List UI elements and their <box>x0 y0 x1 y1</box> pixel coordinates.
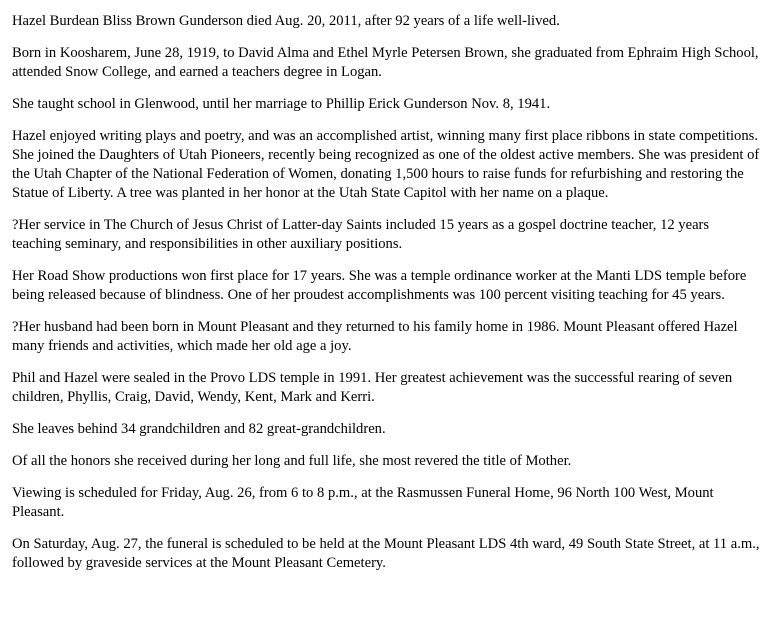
paragraph-death-notice: Hazel Burdean Bliss Brown Gunderson died Aug. 20, 2011, after 92 years of a life well-lived. <box>12 13 560 29</box>
paragraph-birth-education: Born in Koosharem, June 28, 1919, to David Alma and Ethel Myrle Petersen Brown, she graduated from Ephraim High School, attended Snow College, and earned a teachers degree in Logan. <box>12 45 759 80</box>
paragraph-funeral: On Saturday, Aug. 27, the funeral is scheduled to be held at the Mount Pleasant LDS 4th ward, 49 South State Street, at 11 a.m., followed by graveside services at the Mount Pleasant Cemetery. <box>12 536 760 571</box>
paragraph-road-show: Her Road Show productions won first place for 17 years. She was a temple ordinance worker at the Manti LDS temple before being released because of blindness. One of her proudest accomplishments was 100 percent visiting teaching for 45 years. <box>12 268 747 303</box>
paragraph-church-service: ?Her service in The Church of Jesus Christ of Latter-day Saints included 15 years as a gospel doctrine teacher, 12 years teaching seminary, and responsibilities in other auxiliary positions. <box>12 217 710 252</box>
paragraph-mount-pleasant: ?Her husband had been born in Mount Pleasant and they returned to his family home in 1986. Mount Pleasant offered Hazel many friends and activities, which made her old age a joy. <box>12 319 738 354</box>
paragraph-grandchildren: She leaves behind 34 grandchildren and 82 great-grandchildren. <box>12 421 386 437</box>
paragraph-honors: Of all the honors she received during her long and full life, she most revered the title of Mother. <box>12 453 572 469</box>
paragraph-accomplishments: Hazel enjoyed writing plays and poetry, and was an accomplished artist, winning many first place ribbons in state competitions. She joined the Daughters of Utah Pioneers, recently being recognized as one of the oldest active members. She was president of the Utah Chapter of the National Federation of Women, donating 1,500 hours to raise funds for refurbishing and restoring the Statue of Liberty. A tree was planted in her honor at the Utah State Capitol with her name on a plaque. <box>12 128 760 201</box>
paragraph-teaching-marriage: She taught school in Glenwood, until her marriage to Phillip Erick Gunderson Nov. 8, 1941. <box>12 96 551 112</box>
obituary-document <box>12 12 762 586</box>
paragraph-viewing: Viewing is scheduled for Friday, Aug. 26, from 6 to 8 p.m., at the Rasmussen Funeral Home, 96 North 100 West, Mount Pleasant. <box>12 485 714 520</box>
paragraph-family: Phil and Hazel were sealed in the Provo LDS temple in 1991. Her greatest achievement was the successful rearing of seven children, Phyllis, Craig, David, Wendy, Kent, Mark and Kerri. <box>12 370 733 405</box>
